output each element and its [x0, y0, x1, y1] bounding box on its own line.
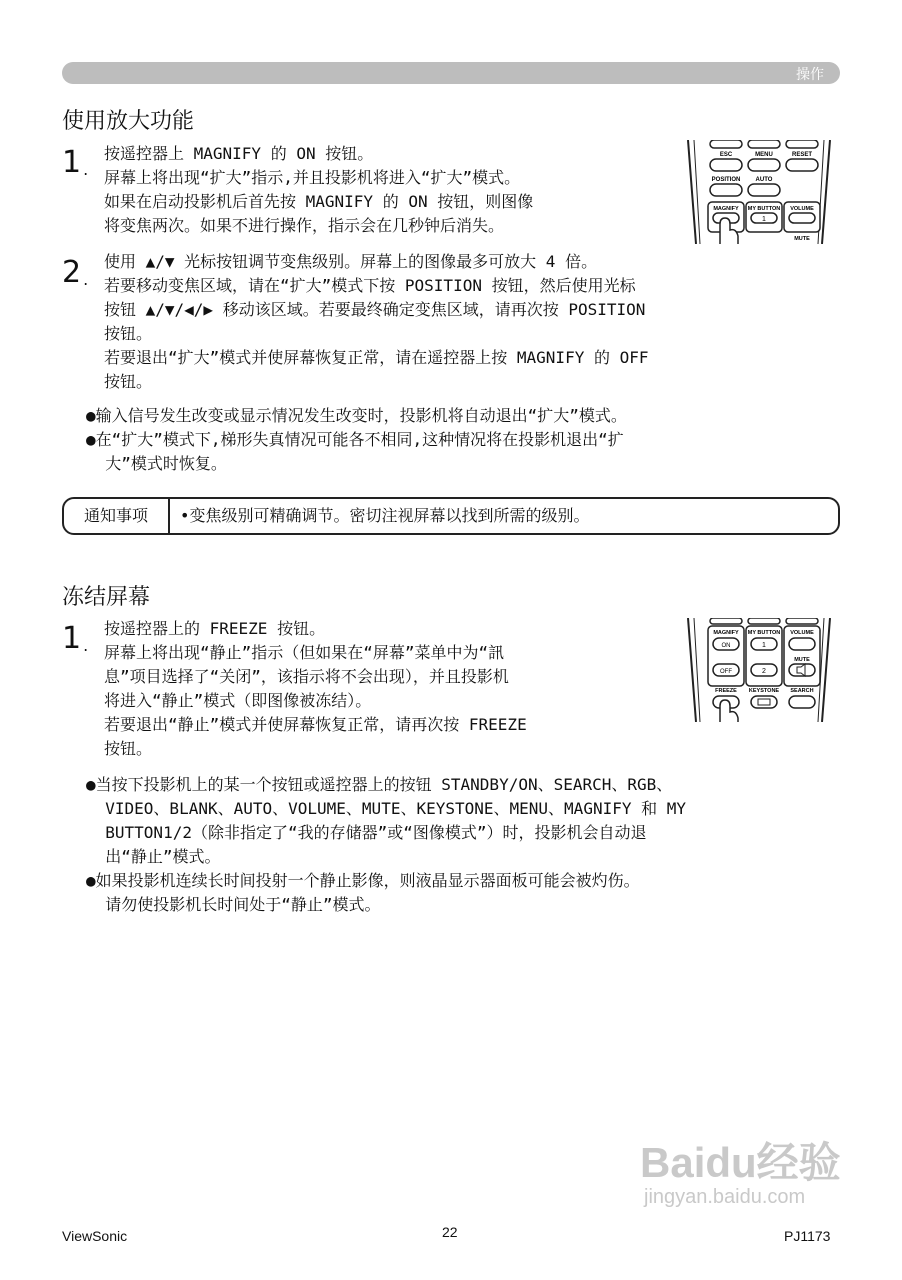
text-line: 屏幕上将出现“扩大”指示,并且投影机将进入“扩大”模式。: [104, 168, 521, 187]
remote-label: POSITION: [711, 177, 741, 183]
remote-label: MY BUTTON: [747, 206, 781, 212]
bullet-item-continued: 请勿使投影机长时间处于“静止”模式。: [86, 895, 381, 914]
text-line: 使用 ▲/▼ 光标按钮调节变焦级别。屏幕上的图像最多可放大 4 倍。: [104, 252, 598, 271]
notice-box: [62, 497, 840, 535]
text-line: 按遥控器上的 FREEZE 按钮。: [104, 619, 326, 638]
bullet-item: ●在“扩大”模式下,梯形失真情况可能各不相同,这种情况将在投影机退出“扩: [86, 430, 624, 449]
step-number-text: 1: [62, 145, 82, 180]
remote-label: VOLUME: [790, 630, 814, 636]
text-line: 息”项目选择了“关闭”，该指示将不会出现），并且投影机: [104, 667, 509, 686]
text-line: 若要退出“静止”模式并使屏幕恢复正常，请再次按 FREEZE: [104, 715, 527, 734]
remote-label: MUTE: [794, 657, 810, 663]
remote-key-2: 2: [762, 668, 766, 675]
remote-label: MY BUTTON: [747, 630, 781, 636]
remote-label: MAGNIFY: [713, 206, 739, 212]
step-number: 2 .: [62, 255, 89, 290]
text-line: 按钮。: [104, 739, 153, 758]
section-label: 操作: [796, 67, 824, 83]
remote-label: AUTO: [755, 177, 773, 183]
bullet-item: ●当按下投影机上的某一个按钮或遥控器上的按钮 STANDBY/ON、SEARCH、RGB、: [86, 775, 673, 794]
remote-label: KEYSTONE: [748, 688, 780, 694]
baidu-watermark: [640, 1140, 841, 1208]
remote-label: MAGNIFY: [713, 630, 739, 636]
text-line: 按遥控器上 MAGNIFY 的 ON 按钮。: [104, 144, 374, 163]
step-number-text: 1: [62, 621, 82, 656]
notice-label: 通知事项: [64, 499, 170, 533]
bullet-item-continued: 出“静止”模式。: [86, 847, 221, 866]
remote-key-1: 1: [762, 642, 766, 649]
freeze-step1-text: [104, 617, 527, 761]
step-number: 1 .: [62, 621, 89, 656]
text-line: 如果在启动投影机后首先按 MAGNIFY 的 ON 按钮，则图像: [104, 192, 534, 211]
page-number: 22: [442, 1224, 458, 1240]
remote-key-off: OFF: [720, 669, 732, 675]
text-line: 若要退出“扩大”模式并使屏幕恢复正常，请在遥控器上按 MAGNIFY 的 OFF: [104, 348, 649, 367]
step-number: 1 .: [62, 145, 89, 180]
remote-label: MUTE: [794, 236, 810, 242]
bullet-item: ●输入信号发生改变或显示情况发生改变时，投影机将自动退出“扩大”模式。: [86, 406, 627, 425]
header-bar: [62, 62, 840, 84]
watermark-brand: Baidu经验: [640, 1139, 841, 1186]
section-title-magnify: 使用放大功能: [62, 109, 195, 134]
remote-label: ESC: [719, 152, 733, 158]
text-line: 屏幕上将出现“静止”指示（但如果在“屏幕”菜单中为“訊: [104, 643, 505, 662]
text-line: 将变焦两次。如果不进行操作，指示会在几秒钟后消失。: [104, 216, 505, 235]
bullet-item-continued: BUTTON1/2（除非指定了“我的存储器”或“图像模式”）时，投影机会自动退: [86, 823, 647, 842]
text-line: 若要移动变焦区域，请在“扩大”模式下按 POSITION 按钮，然后使用光标: [104, 276, 636, 295]
text-line: 按钮。: [104, 324, 153, 343]
footer-model: PJ1173: [784, 1228, 831, 1244]
bullet-item-continued: VIDEO、BLANK、AUTO、VOLUME、MUTE、KEYSTONE、MENU、MAGNIFY 和 MY: [86, 799, 687, 818]
remote-key-on: ON: [721, 643, 731, 649]
step-number-text: 2: [62, 255, 82, 290]
step2-text: [104, 250, 649, 394]
section-title-freeze: 冻结屏幕: [62, 585, 151, 610]
remote-label: SEARCH: [790, 688, 814, 694]
remote-key-1: 1: [762, 216, 766, 223]
freeze-bullet-list: [86, 773, 686, 917]
remote-label: VOLUME: [790, 206, 814, 212]
remote-illustration-freeze: [684, 618, 840, 722]
remote-label: RESET: [791, 152, 813, 158]
watermark-url: jingyan.baidu.com: [644, 1186, 806, 1208]
footer-brand: ViewSonic: [62, 1228, 128, 1244]
notice-text: •变焦级别可精确调节。密切注视屏幕以找到所需的级别。: [180, 506, 590, 525]
bullet-item-continued: 大”模式时恢复。: [86, 454, 227, 473]
bullet-item: ●如果投影机连续长时间投射一个静止影像，则液晶显示器面板可能会被灼伤。: [86, 871, 640, 890]
remote-label: FREEZE: [715, 688, 737, 694]
text-line: 将进入“静止”模式（即图像被冻结）。: [104, 691, 372, 710]
remote-illustration-magnify: [684, 140, 840, 244]
bullet-list: [86, 404, 627, 476]
step1-text: [104, 142, 533, 238]
text-line: 按钮。: [104, 372, 153, 391]
text-line: 按钮 ▲/▼/◀/▶ 移动该区域。若要最终确定变焦区域，请再次按 POSITION: [104, 300, 646, 319]
remote-label: MENU: [755, 152, 773, 158]
